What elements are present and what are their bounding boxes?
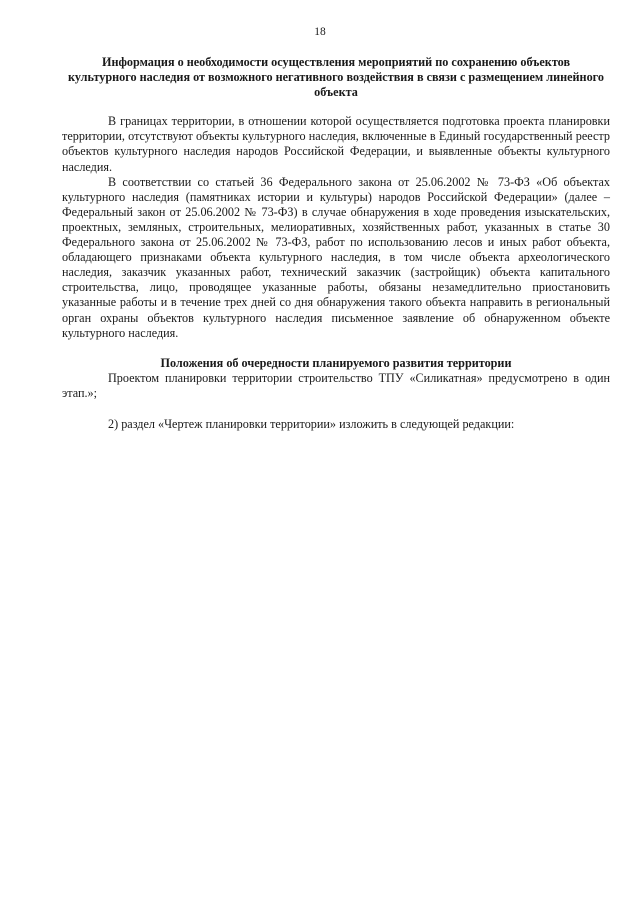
paragraph-no-heritage-objects: В границах территории, в отношении которой осуществляется подготовка проекта планировки территории, отсутствуют объекты культурного наследия, включенные в Единый государственный реестр объектов культурного наследия народов Российской Федерации, и выявленные объекты культурного наследия. xyxy=(62,114,610,174)
paragraph-assignment: 2) раздел «Чертеж планировки территории» изложить в следующей редакции: xyxy=(108,416,515,431)
paragraph-heritage-law: В соответствии со статьей 36 Федерального закона от 25.06.2002 № 73-ФЗ «Об объектах культурного наследия (памятниках истории и культуры) народов Российской Федерации» (далее – Федеральный закон от 25.06.2002 № 73-ФЗ) в случае обнаружения в ходе проведения изыскательских, проектных, земляных, строительных, мелиоративных, хозяйственных работ, указанных в статье 30 Федерального закона от 25.06.2002 № 73-ФЗ, работ по использованию лесов и иных работ объекта, обладающего признаками объекта культурного наследия, в том числе объекта археологического наследия, заказчик указанных работ, технический заказчик (застройщик) объекта капитального строительства, лицо, проводящее указанные работы, обязаны незамедлительно приостановить указанные работы и в течение трех дней со дня обнаружения такого объекта направить в региональный орган охраны объектов культурного наследия письменное заявление об обнаруженном объекте культурного наследия. xyxy=(62,174,610,340)
document-body xyxy=(62,55,610,432)
paragraph-stage: Проектом планировки территории строительство ТПУ «Силикатная» предусмотрено в один этап.»; xyxy=(62,370,610,400)
section-heading: Информация о необходимости осуществления мероприятий по сохранению объектов культурного наследия от возможного негативного воздействия в связи с размещением линейного объекта xyxy=(68,55,604,100)
second-heading: Положения об очередности планируемого развития территории xyxy=(160,355,512,370)
page-number: 18 xyxy=(314,26,326,38)
